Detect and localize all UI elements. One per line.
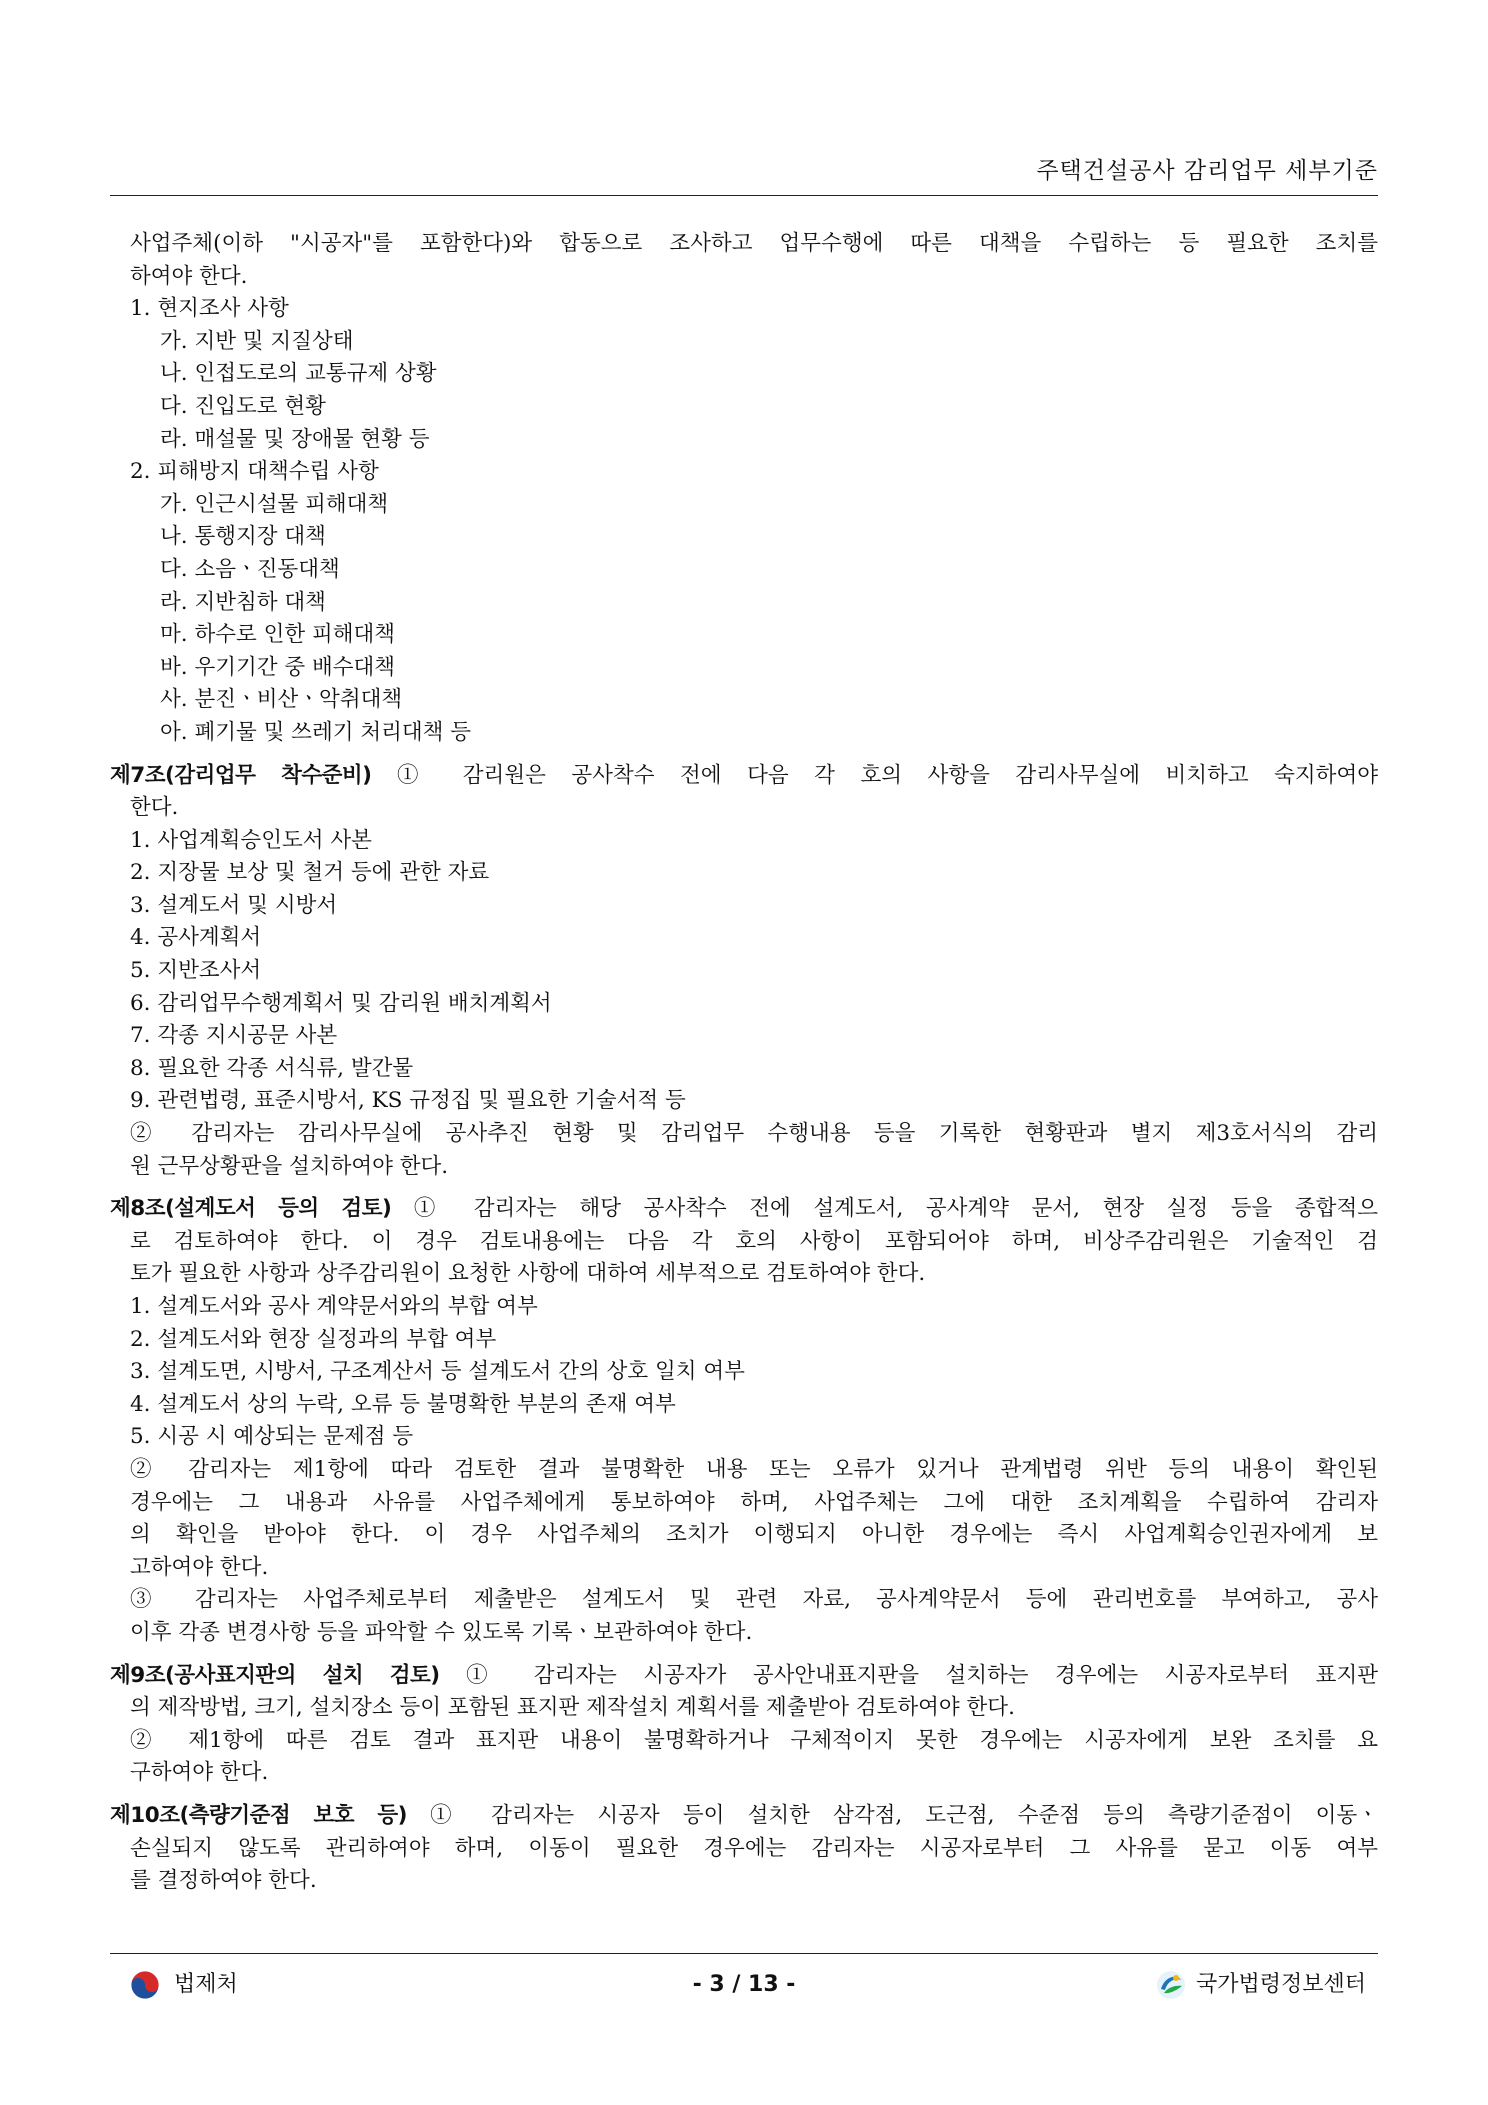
article-8-paragraph-2: 의 확인을 받아야 한다. 이 경우 사업주체의 조치가 이행되지 아니한 경우에는 즉시 사업계획승인권자에게 보 <box>130 1522 1378 1548</box>
article-8-paragraph-3: ③ 감리자는 사업주체로부터 제출받은 설계도서 및 관련 자료, 공사계약문서 등에 관리번호를 부여하고, 공사 <box>130 1587 1378 1613</box>
law-info-center-logo-icon <box>1156 1970 1186 2000</box>
article-8-item: 2. 설계도서와 현장 실정과의 부합 여부 <box>130 1326 497 1352</box>
article-8-line: 토가 필요한 사항과 상주감리원이 요청한 사항에 대하여 세부적으로 검토하여야 한다. <box>130 1261 926 1287</box>
article-9-title: 제9조(공사표지판의 설치 검토) <box>110 1662 440 1688</box>
document-body <box>110 228 1378 1898</box>
article-9-text: ① 감리자는 시공자가 공사안내표지판을 설치하는 경우에는 시공자로부터 표지판 <box>439 1662 1378 1688</box>
article-8-paragraph-3: 이후 각종 변경사항 등을 파악할 수 있도록 기록ㆍ보관하여야 한다. <box>130 1619 753 1645</box>
list-item: 나. 인접도로의 교통규제 상황 <box>160 361 437 387</box>
article-7-item: 3. 설계도서 및 시방서 <box>130 892 338 918</box>
list-item: 다. 진입도로 현황 <box>160 393 326 419</box>
article-8-item: 1. 설계도서와 공사 계약문서와의 부합 여부 <box>130 1294 538 1319</box>
article-7-item: 4. 공사계획서 <box>130 925 262 951</box>
article-8-text: ① 감리자는 해당 공사착수 전에 설계도서, 공사계약 문서, 현장 실정 등을 종합적으 <box>391 1196 1378 1222</box>
list-item: 아. 폐기물 및 쓰레기 처리대책 등 <box>160 719 472 745</box>
list-item: 라. 매설물 및 장애물 현황 등 <box>160 426 430 452</box>
ministry-label: 법제처 <box>174 1972 238 1997</box>
article-7-line: 한다. <box>130 795 179 821</box>
article-7-item: 7. 각종 지시공문 사본 <box>130 1023 338 1049</box>
list-item: 바. 우기기간 중 배수대책 <box>160 654 396 680</box>
list-item: 가. 인근시설물 피해대책 <box>160 491 389 517</box>
article-8-item: 5. 시공 시 예상되는 문제점 등 <box>130 1424 414 1450</box>
list-item: 가. 지반 및 지질상태 <box>160 328 354 354</box>
article-10-line: 를 결정하여야 한다. <box>130 1868 317 1894</box>
article-7-item: 1. 사업계획승인도서 사본 <box>130 827 372 853</box>
article-10-line: 손실되지 않도록 관리하여야 하며, 이동이 필요한 경우에는 감리자는 시공자로부터 그 사유를 묻고 이동 여부 <box>130 1835 1378 1861</box>
article-9-paragraph-2: ② 제1항에 따른 검토 결과 표지판 내용이 불명확하거나 구체적이지 못한 경우에는 시공자에게 보완 조치를 요 <box>130 1727 1378 1753</box>
page-number: - 3 / 13 - <box>692 1972 796 1997</box>
page-footer <box>110 1965 1378 2005</box>
article-8-title: 제8조(설계도서 등의 검토) <box>110 1196 392 1222</box>
article-8-paragraph-2: 경우에는 그 내용과 사유를 사업주체에게 통보하여야 하며, 사업주체는 그에 대한 조치계획을 수립하여 감리자 <box>130 1489 1378 1515</box>
header-divider <box>110 195 1378 196</box>
list-item: 나. 통행지장 대책 <box>160 524 326 550</box>
list-item: 사. 분진ㆍ비산ㆍ악취대책 <box>160 687 403 713</box>
article-7-item: 8. 필요한 각종 서식류, 발간물 <box>130 1055 414 1081</box>
intro-line: 하여야 한다. <box>130 263 248 289</box>
article-8-paragraph-2: ② 감리자는 제1항에 따라 검토한 결과 불명확한 내용 또는 오류가 있거나 관계법령 위반 등의 내용이 확인된 <box>130 1456 1378 1482</box>
article-9-paragraph-2: 구하여야 한다. <box>130 1760 269 1786</box>
footer-right <box>1156 1965 1366 2005</box>
law-info-center-label: 국가법령정보센터 <box>1195 1972 1366 1997</box>
article-10-first-line <box>110 1800 1378 1833</box>
article-9-line: 의 제작방법, 크기, 설치장소 등이 포함된 표지판 제작설치 계획서를 제출받아 검토하여야 한다. <box>130 1695 1015 1721</box>
list-heading: 2. 피해방지 대책수립 사항 <box>130 459 379 485</box>
list-item: 다. 소음ㆍ진동대책 <box>160 556 340 582</box>
article-7-paragraph-2: ② 감리자는 감리사무실에 공사추진 현황 및 감리업무 수행내용 등을 기록한 현황판과 별지 제3호서식의 감리 <box>130 1121 1378 1147</box>
running-title: 주택건설공사 감리업무 세부기준 <box>1036 158 1378 184</box>
article-9-first-line <box>110 1660 1378 1693</box>
article-10-text: ① 감리자는 시공자 등이 설치한 삼각점, 도근점, 수준점 등의 측량기준점이 이동ㆍ <box>406 1802 1378 1828</box>
article-7-paragraph-2: 원 근무상황판을 설치하여야 한다. <box>130 1153 449 1179</box>
intro-line: 사업주체(이하 "시공자"를 포함한다)와 합동으로 조사하고 업무수행에 따른 대책을 수립하는 등 필요한 조치를 <box>130 231 1378 256</box>
list-item: 마. 하수로 인한 피해대책 <box>160 622 396 648</box>
article-8-paragraph-2: 고하여야 한다. <box>130 1554 269 1580</box>
footer-divider <box>110 1953 1378 1954</box>
list-item: 라. 지반침하 대책 <box>160 589 326 615</box>
list-heading: 1. 현지조사 사항 <box>130 296 289 322</box>
article-8-item: 4. 설계도서 상의 누락, 오류 등 불명확한 부분의 존재 여부 <box>130 1391 676 1417</box>
article-7-item: 2. 지장물 보상 및 철거 등에 관한 자료 <box>130 860 490 886</box>
article-8-first-line <box>110 1193 1378 1226</box>
article-7-text: ① 감리원은 공사착수 전에 다음 각 호의 사항을 감리사무실에 비치하고 숙지하여야 <box>371 762 1378 788</box>
article-7-first-line <box>110 760 1378 793</box>
article-7-item: 9. 관련법령, 표준시방서, KS 규정집 및 필요한 기술서적 등 <box>130 1088 686 1114</box>
article-8-line: 로 검토하여야 한다. 이 경우 검토내용에는 다음 각 호의 사항이 포함되어야 하며, 비상주감리원은 기술적인 검 <box>130 1228 1378 1254</box>
article-8-item: 3. 설계도면, 시방서, 구조계산서 등 설계도서 간의 상호 일치 여부 <box>130 1359 745 1385</box>
article-7-item: 5. 지반조사서 <box>130 958 262 984</box>
article-10-title: 제10조(측량기준점 보호 등) <box>110 1802 407 1828</box>
article-7-title: 제7조(감리업무 착수준비) <box>110 762 372 788</box>
article-7-item: 6. 감리업무수행계획서 및 감리원 배치계획서 <box>130 990 552 1016</box>
